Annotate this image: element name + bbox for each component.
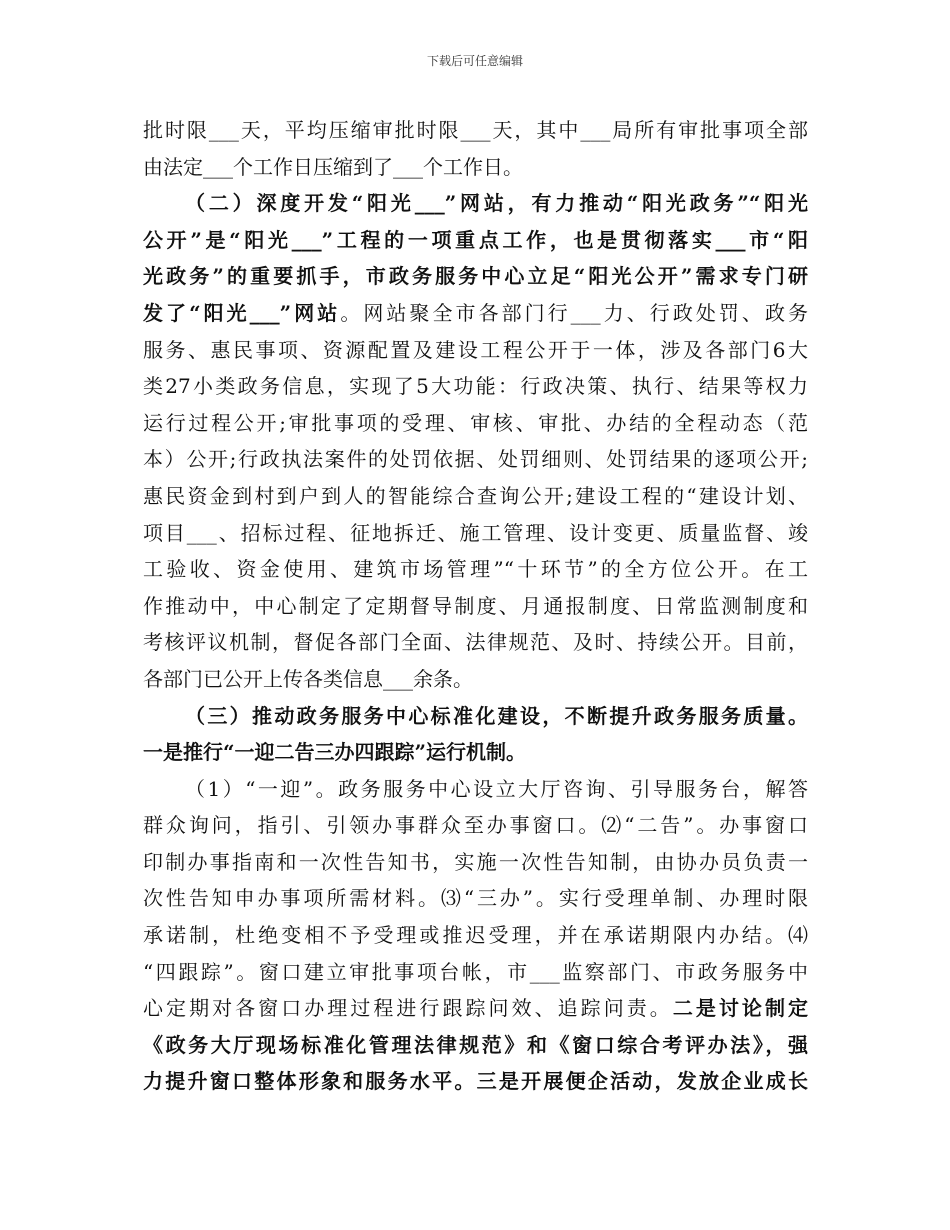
text-segment: 心定期对各窗口办理过程进行跟踪问效、追踪问责。 xyxy=(143,996,673,1021)
text-line xyxy=(143,185,808,222)
text-line xyxy=(143,698,808,735)
text-line xyxy=(143,990,808,1027)
text-segment: “四跟踪”。窗口建立审批事项台帐，市___监察部门、市政务服务中 xyxy=(143,959,808,984)
text-line xyxy=(143,1027,808,1064)
text-segment: 印制办事指南和一次性告知书，实施一次性告知制，由协办员负责一 xyxy=(143,849,808,874)
bold-text-segment: 《政务大厅现场标准化管理法律规范》和《窗口综合考评办法》，强 xyxy=(143,1032,808,1057)
text-segment: 运行过程公开;审批事项的受理、审核、审批、办结的全程动态（范 xyxy=(143,410,808,435)
bold-text-segment: （二）深度开发“阳光___”网站，有力推动“阳光政务”“阳光 xyxy=(185,191,808,216)
text-line xyxy=(143,478,808,515)
text-segment: 工验收、资金使用、建筑市场管理”“十环节”的全方位公开。在工 xyxy=(143,557,808,582)
text-line xyxy=(143,368,808,405)
text-segment: 次性告知申办事项所需材料。⑶“三办”。实行受理单制、办理时限 xyxy=(143,886,808,911)
text-segment: 作推动中，中心制定了定期督导制度、月通报制度、日常监测制度和 xyxy=(143,593,808,618)
text-segment: 惠民资金到村到户到人的智能综合查询公开;建设工程的“建设计划、 xyxy=(143,483,808,508)
text-segment: 项目___、招标过程、征地拆迁、施工管理、设计变更、质量监督、竣 xyxy=(143,520,808,545)
text-line xyxy=(143,441,808,478)
text-line xyxy=(143,588,808,625)
bold-text-segment: 力提升窗口整体形象和服务水平。三是开展便企活动，发放企业成长 xyxy=(143,1069,808,1094)
text-segment: 承诺制，杜绝变相不予受理或推迟受理，并在承诺期限内办结。⑷ xyxy=(143,923,808,948)
text-segment: 由法定___个工作日压缩到了___个工作日。 xyxy=(143,154,523,179)
text-segment: 服务、惠民事项、资源配置及建设工程公开于一体，涉及各部门6大 xyxy=(143,337,808,362)
text-line xyxy=(143,258,808,295)
text-line xyxy=(143,405,808,442)
text-line xyxy=(143,917,808,954)
text-line xyxy=(143,295,808,332)
document-body xyxy=(143,112,808,1100)
text-line xyxy=(143,332,808,369)
text-segment: 群众询问，指引、引领办事群众至办事窗口。⑵“二告”。办事窗口 xyxy=(143,813,808,838)
text-line xyxy=(143,112,808,149)
bold-text-segment: 发了“阳光___”网站 xyxy=(143,300,341,325)
text-segment: 各部门已公开上传各类信息___余条。 xyxy=(143,666,473,691)
text-segment: 本）公开;行政执法案件的处罚依据、处罚细则、处罚结果的逐项公开; xyxy=(143,447,808,472)
text-line xyxy=(143,1063,808,1100)
text-segment: 类27小类政务信息，实现了5大功能：行政决策、执行、结果等权力 xyxy=(143,374,808,399)
bold-text-segment: 二是讨论制定 xyxy=(672,996,809,1021)
text-line xyxy=(143,222,808,259)
bold-text-segment: 一是推行“一迎二告三办四跟踪”运行机制。 xyxy=(143,740,527,765)
text-line xyxy=(143,515,808,552)
text-line xyxy=(143,149,808,186)
text-segment: 。网站聚全市各部门行___力、行政处罚、政务 xyxy=(340,300,809,325)
text-line xyxy=(143,551,808,588)
text-segment: （1）“一迎”。政务服务中心设立大厅咨询、引导服务台，解答 xyxy=(185,776,808,801)
text-segment: 批时限___天，平均压缩审批时限___天，其中___局所有审批事项全部 xyxy=(143,118,808,142)
text-line xyxy=(143,807,808,844)
text-line xyxy=(143,771,808,808)
bold-text-segment: 光政务”的重要抓手，市政务服务中心立足“阳光公开”需求专门研 xyxy=(143,264,808,289)
bold-text-segment: 公开”是“阳光___”工程的一项重点工作，也是贯彻落实___市“阳 xyxy=(143,227,808,252)
text-line xyxy=(143,954,808,991)
text-line xyxy=(143,844,808,881)
text-segment: 考核评议机制，督促各部门全面、法律规范、及时、持续公开。目前， xyxy=(143,630,808,655)
text-line xyxy=(143,880,808,917)
text-line xyxy=(143,661,808,698)
bold-text-segment: （三）推动政务服务中心标准化建设，不断提升政务服务质量。 xyxy=(185,703,808,728)
text-line xyxy=(143,624,808,661)
text-line xyxy=(143,734,808,771)
page-header: 下载后可任意编辑 xyxy=(426,54,523,68)
